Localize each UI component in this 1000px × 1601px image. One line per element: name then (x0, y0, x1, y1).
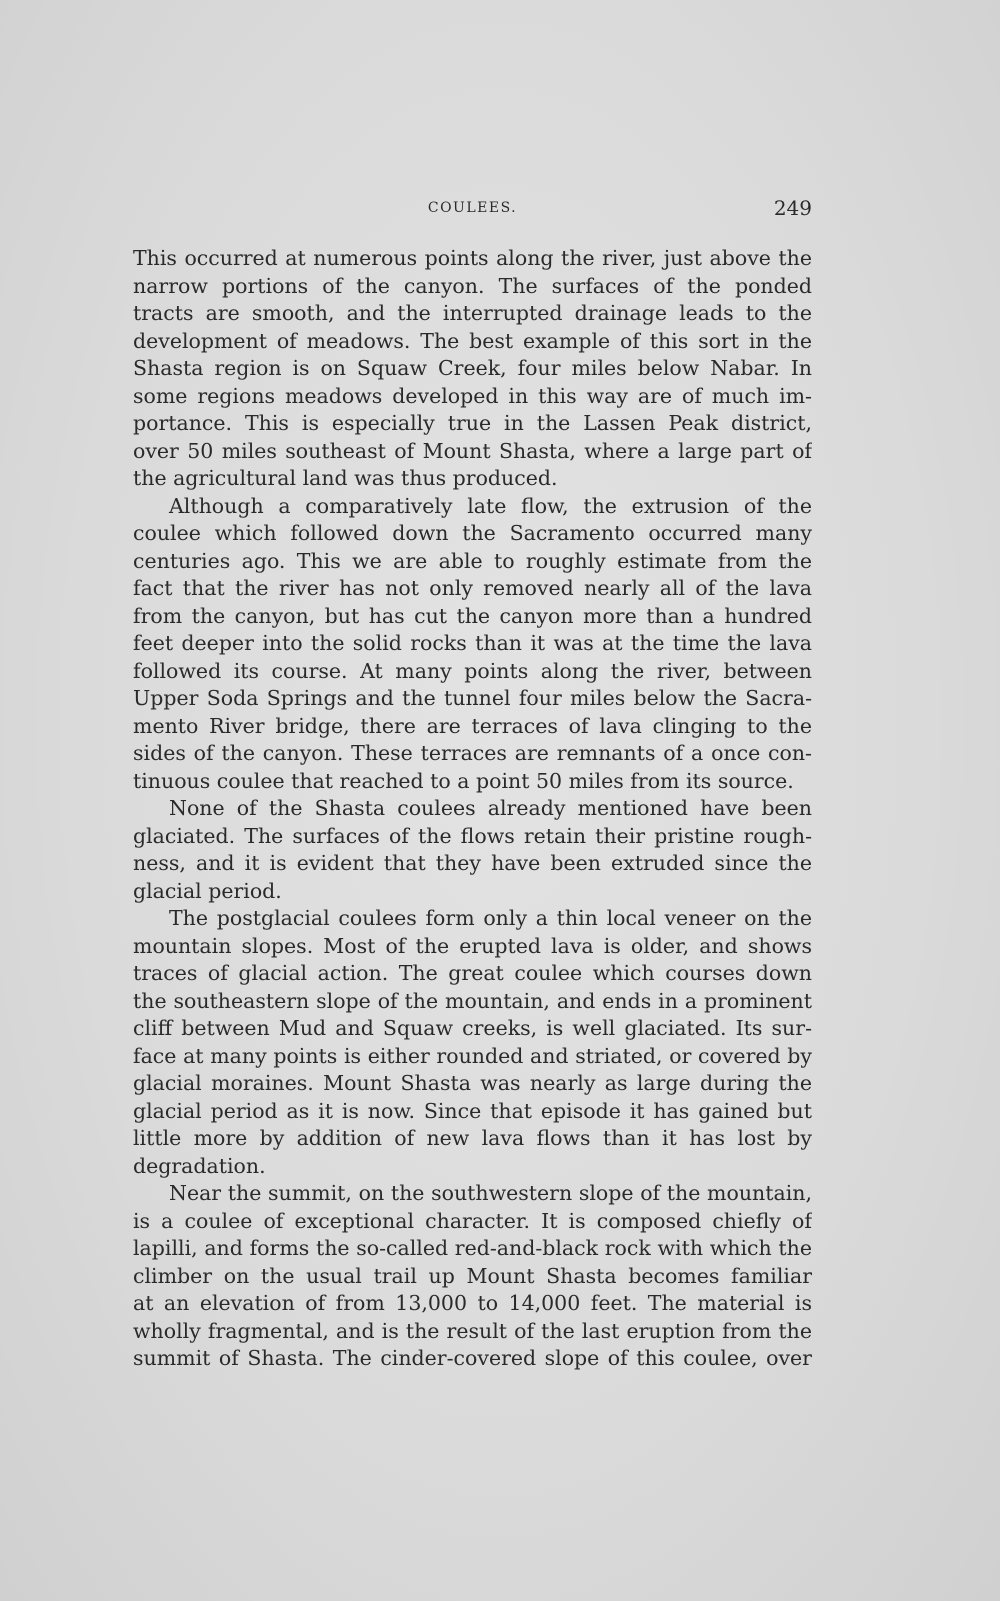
text-line: over 50 miles southeast of Mount Shasta, where a large part of (133, 438, 812, 463)
text-line: glaciated. The surfaces of the flows retain their pristine rough- (133, 823, 812, 848)
text-line: summit of Shasta. The cinder-covered slope of this coulee, over (133, 1346, 812, 1370)
text-line: at an elevation of from 13,000 to 14,000 feet. The material is (133, 1291, 812, 1315)
text-line: None of the Shasta coulees already mentioned have been (169, 796, 812, 820)
text-line: development of meadows. The best example of this sort in the (133, 328, 812, 353)
text-line: Although a comparatively late flow, the extrusion of the (169, 493, 812, 518)
text-line: Near the summit, on the southwestern slope of the mountain, (169, 1181, 812, 1205)
text-line: glacial period. (133, 878, 282, 903)
text-line: wholly fragmental, and is the result of the last eruption from the (133, 1318, 812, 1343)
text-line: traces of glacial action. The great coulee which courses down (133, 961, 812, 985)
text-line: feet deeper into the solid rocks than it was at the time the lava (133, 631, 812, 655)
text-line: Shasta region is on Squaw Creek, four miles below Nabar. In (133, 356, 812, 380)
text-line: sides of the canyon. These terraces are remnants of a once con- (133, 741, 812, 765)
text-line: the southeastern slope of the mountain, and ends in a prominent (133, 988, 812, 1013)
text-line: narrow portions of the canyon. The surfaces of the ponded (133, 273, 812, 298)
text-line: centuries ago. This we are able to roughly estimate from the (133, 548, 812, 573)
text-line: coulee which followed down the Sacramento occurred many (133, 521, 812, 545)
text-line: little more by addition of new lava flows than it has lost by (133, 1126, 812, 1150)
page-number: 249 (773, 196, 812, 220)
text-line: ness, and it is evident that they have been extruded since the (133, 851, 812, 875)
text-line: mento River bridge, there are terraces of lava clinging to the (133, 713, 812, 738)
text-line: is a coulee of exceptional character. It is composed chiefly of (133, 1208, 812, 1233)
running-head: COULEES. (427, 200, 518, 216)
page-header (133, 196, 812, 224)
text-line: degradation. (133, 1153, 266, 1178)
text-line: followed its course. At many points along the river, between (133, 658, 812, 683)
text-line: glacial moraines. Mount Shasta was nearly as large during the (133, 1071, 812, 1095)
text-line: Upper Soda Springs and the tunnel four miles below the Sacra- (133, 686, 812, 710)
text-line: fact that the river has not only removed nearly all of the lava (133, 576, 812, 600)
text-line: tinuous coulee that reached to a point 50 miles from its source. (133, 768, 794, 793)
text-line: some regions meadows developed in this way are of much im- (133, 383, 812, 408)
text-line: lapilli, and forms the so-called red-and-black rock with which the (133, 1236, 812, 1260)
body-text (133, 245, 812, 1373)
text-line: climber on the usual trail up Mount Shasta becomes familiar (133, 1263, 812, 1288)
text-line: the agricultural land was thus produced. (133, 466, 558, 490)
text-line: The postglacial coulees form only a thin local veneer on the (169, 906, 812, 930)
text-line: cliff between Mud and Squaw creeks, is well glaciated. Its sur- (133, 1016, 812, 1040)
text-line: mountain slopes. Most of the erupted lava is older, and shows (133, 933, 812, 958)
text-line: This occurred at numerous points along the river, just above the (133, 246, 812, 270)
text-line: portance. This is especially true in the Lassen Peak district, (133, 411, 812, 435)
text-line: face at many points is either rounded and striated, or covered by (133, 1043, 812, 1068)
text-line: glacial period as it is now. Since that episode it has gained but (133, 1098, 812, 1123)
text-line: from the canyon, but has cut the canyon more than a hundred (133, 603, 812, 628)
text-line: tracts are smooth, and the interrupted drainage leads to the (133, 301, 812, 325)
